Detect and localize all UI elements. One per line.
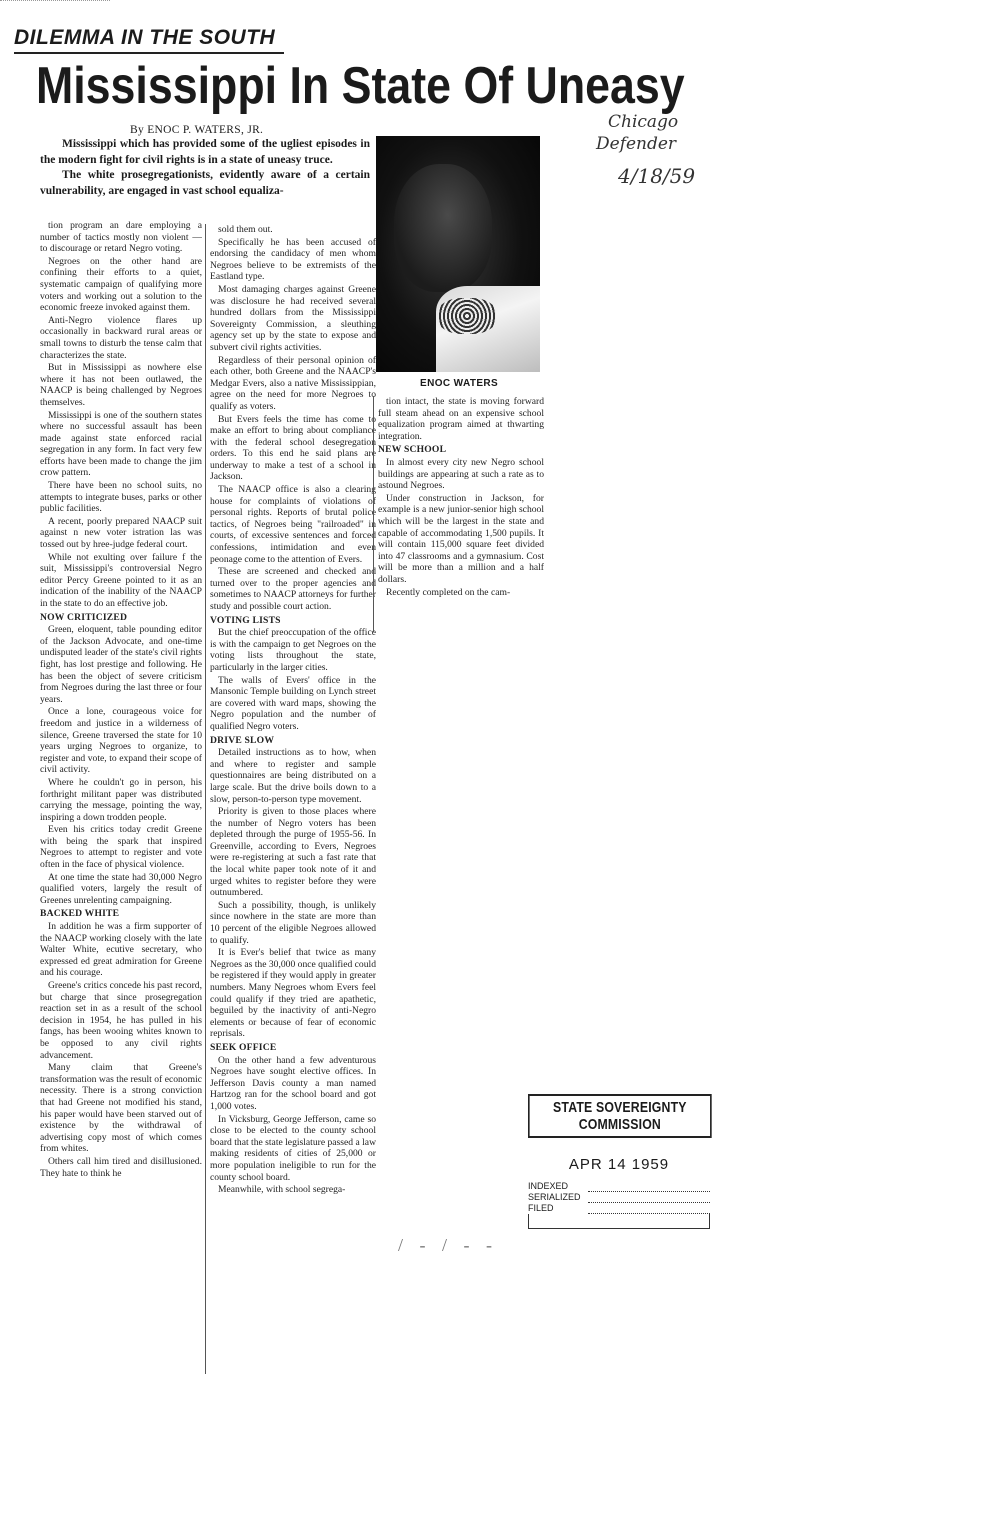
stamp-row-indexed [528,1181,710,1192]
headline: Mississippi In State Of Uneasy [36,57,685,115]
paragraph: Others call him tired and disillusioned. They hate to think he [40,1155,202,1179]
subheading: SEEK OFFICE [210,1041,277,1053]
kicker: DILEMMA IN THE SOUTH [14,26,284,54]
photo-caption: ENOC WATERS [420,378,499,389]
stamp-line [588,1194,710,1203]
subheading: BACKED WHITE [40,908,120,920]
stamp-row-serialized [528,1192,710,1203]
article-column-3 [373,396,544,632]
paragraph: tion intact, the state is moving forward full steam ahead on an expensive school equalization program aimed at thwarting integration. [378,396,544,442]
article-column-2 [205,224,376,1374]
article-column-1 [40,220,202,1370]
paragraph: It is Ever's belief that twice as many Negroes as the 30,000 once qualified could be registered if they would apply in greater numbers. Many Negroes whom Evers feel could qualify if they tried are apathetic, beguiled by the inactivity of anti-Negro elements or because of fear of economic reprisals. [210,947,376,1040]
paragraph: At one time the state had 30,000 Negro qualified voters, largely the result of Greenes unrelenting campaigning. [40,871,202,906]
stamp-line [588,1183,710,1192]
byline: By ENOC P. WATERS, JR. [130,124,264,136]
paragraph: In Vicksburg, George Jefferson, came so close to be elected to the county school board that the state legislature passed a law making residents of cities of 25,000 or more population ineligible to run for the county school board. [210,1113,376,1183]
paragraph: The NAACP office is also a clearing house for complaints of violations of personal rights. Reports of brutal police tactics, of Negroes being "railroaded" in courts, of excessive sentences and forced confessions, intimidation and even peonage come to the attention of Evers. [210,484,376,565]
stamp-label-serialized: SERIALIZED [528,1192,581,1202]
stamp-fields [528,1181,710,1229]
paragraph: Anti-Negro violence flares up occasionally in backward rural areas or small towns to disturb the tense calm that characterizes the state. [40,314,202,361]
stamp-line [588,1205,710,1214]
subheading: NEW SCHOOL [378,444,447,456]
paragraph: Greene's critics concede his past record, but charge that since prosegregation reaction set in as a result of the school decision in 1954, he has pulled in his fangs, has been wooing whites known to be opposed to any civil rights advancement. [40,980,202,1061]
lead-paragraph: The white prosegregationists, evidently aware of a certain vulnerability, are engaged in vast school equaliza- [40,169,370,197]
paragraph: But in Mississippi as nowhere else where it has not been outlawed, the NAACP is being challenged by Negroes themselves. [40,362,202,408]
paragraph: Under construction in Jackson, for example is a new junior-senior high school which will be the largest in the state and capable of accommodating 1,500 pupils. It will contain 115,000 square feet divided into 47 classrooms and a gymnasium. Cost will be more than a million and a half dollars. [378,492,544,585]
paragraph: Mississippi is one of the southern states where no successful assault has been made against state enforced racial segregation in any form. In fact very few efforts have been made to change the jim crow pattern. [40,409,202,479]
margin-pencil-marks: / - / - - [398,1235,498,1255]
paragraph: Detailed instructions as to how, when and where to register and sample questionnaires are being distributed on a large scale. But the drive boils down to a slow, person-to-person type movement. [210,747,376,805]
stamp-title: STATE SOVEREIGNTY COMMISSION [528,1094,712,1138]
paragraph: On the other hand a few adventurous Negroes have sought elective offices. In Jefferson Davis county a man named Hartzog ran for the school board and got 1,000 votes. [210,1054,376,1112]
paragraph: There have been no school suits, no attempts to integrate buses, parks or other public facilities. [40,480,202,515]
paragraph: Such a possibility, though, is unlikely since nowhere in the state are more than 10 percent of the eligible Negroes allowed to qualify. [210,899,376,946]
subheading: NOW CRITICIZED [40,611,128,623]
paragraph: sold them out. [218,224,273,235]
photo-face [394,164,492,292]
top-edge-dots [0,0,110,1]
portrait-photo [376,136,540,372]
paragraph: While not exulting over failure f the suit, Mississippi's controversial Negro editor Percy Greene pointed to it as an indication of the inability of the NAACP in the state to do an effective job. [40,551,202,609]
paragraph: Green, eloquent, table pounding editor of the Jackson Advocate, and one-time undisputed leader of the state's civil rights fight, has lost prestige and following. He has been the object of severe criticism from Negroes during the last three or four years. [40,624,202,705]
photo-bow-tie [438,298,496,334]
handwritten-source-line1: Chicago [608,112,679,132]
subheading: VOTING LISTS [210,614,281,626]
stamp-label-indexed: INDEXED [528,1181,569,1191]
lead-paragraph: Mississippi which has provided some of the ugliest episodes in the modern fight for civil rights is in a state of uneasy truce. [40,138,370,166]
paragraph: These are screened and checked and turned over to the proper agencies and sometimes to NAACP attorneys for further study and possible court action. [210,566,376,612]
paragraph: Once a lone, courageous voice for freedom and justice in a wilderness of silence, Greene traversed the state for 10 years urging Negroes to organize, to register and vote, to expand their scope of civil activity. [40,706,202,776]
handwritten-date: 4/18/59 [618,164,696,188]
paragraph: Meanwhile, with school segrega- [218,1184,346,1196]
paragraph: Most damaging charges against Greene was disclosure he had received several hundred dollars from the Mississippi Sovereignty Commission, a sleuthing agency set up by the state to expose and subvert civil rights activities. [210,283,376,353]
paragraph: tion program an dare employing a number of tactics mostly non violent — to discourage or retard Negro voting. [40,220,202,255]
paragraph: Regardless of their personal opinion of each other, both Greene and the NAACP's Medgar Evers, also a native Mississippian, agree on the need for more Negroes to qualify as voters. [210,354,376,412]
paragraph: A recent, poorly prepared NAACP suit against n new voter istration las was tossed out by hree-judge federal court. [40,515,202,551]
paragraph: Many claim that Greene's transformation was the result of economic necessity. There is a strong conviction that had Greene not modified his stand, his paper would have been starved out of existence by the withdrawal of advertising copy most of which comes from whites. [40,1062,202,1155]
stamp-row-filed [528,1203,710,1214]
paragraph: Priority is given to those places where the number of Negro voters has been depleted through the purge of 1955-56. In Greenville, according to Evers, Negroes were re-registering at such a fast rate that the local white paper took note of it and urged whites to register before they were outnumbered. [210,806,376,899]
paragraph: Negroes on the other hand are confining their efforts to a quiet, systematic campaign of qualifying more voters and working out a solution to the economic freeze invoked against them. [40,255,202,314]
lead-paragraphs [40,137,370,199]
stamp-label-filed: FILED [528,1203,554,1213]
paragraph: The walls of Evers' office in the Mansonic Temple building on Lynch street are covered with ward maps, showing the Negro population and the number of qualified Negro voters. [210,674,376,732]
paragraph: Where he couldn't go in person, his forthright militant paper was distributed carrying the message, pointing the way, inspiring a down trodden people. [40,776,202,823]
paragraph: In almost every city new Negro school buildings are appearing at such a rate as to astound Negroes. [378,456,544,492]
paragraph: Specifically he has been accused of endorsing the candidacy of men whom Negroes believe to be extremists of the Eastland type. [210,236,376,283]
paragraph: In addition he was a firm supporter of the NAACP working closely with the late Walter White, ecutive secretary, who expressed ed great admiration for Greene and his courage. [40,921,202,979]
commission-stamp [528,1094,710,1222]
paragraph: Recently completed on the cam- [386,586,511,598]
handwritten-source-line2: Defender [596,134,677,154]
stamp-bottom-box [528,1214,710,1229]
paragraph: But Evers feels the time has come to make an effort to bring about compliance with the federal school desegregation orders. To this end he said plans are underway to make a test of a school in Jackson. [210,413,376,483]
subheading: DRIVE SLOW [210,734,275,746]
paragraph: Even his critics today credit Greene with being the spark that inspired Negroes to attempt to register and vote often in the face of physical violence. [40,824,202,871]
paragraph: But the chief preoccupation of the office is with the campaign to get Negroes on the voting lists throughout the state, particularly in the larger cities. [210,627,376,673]
stamp-date: APR 14 1959 [568,1156,670,1173]
